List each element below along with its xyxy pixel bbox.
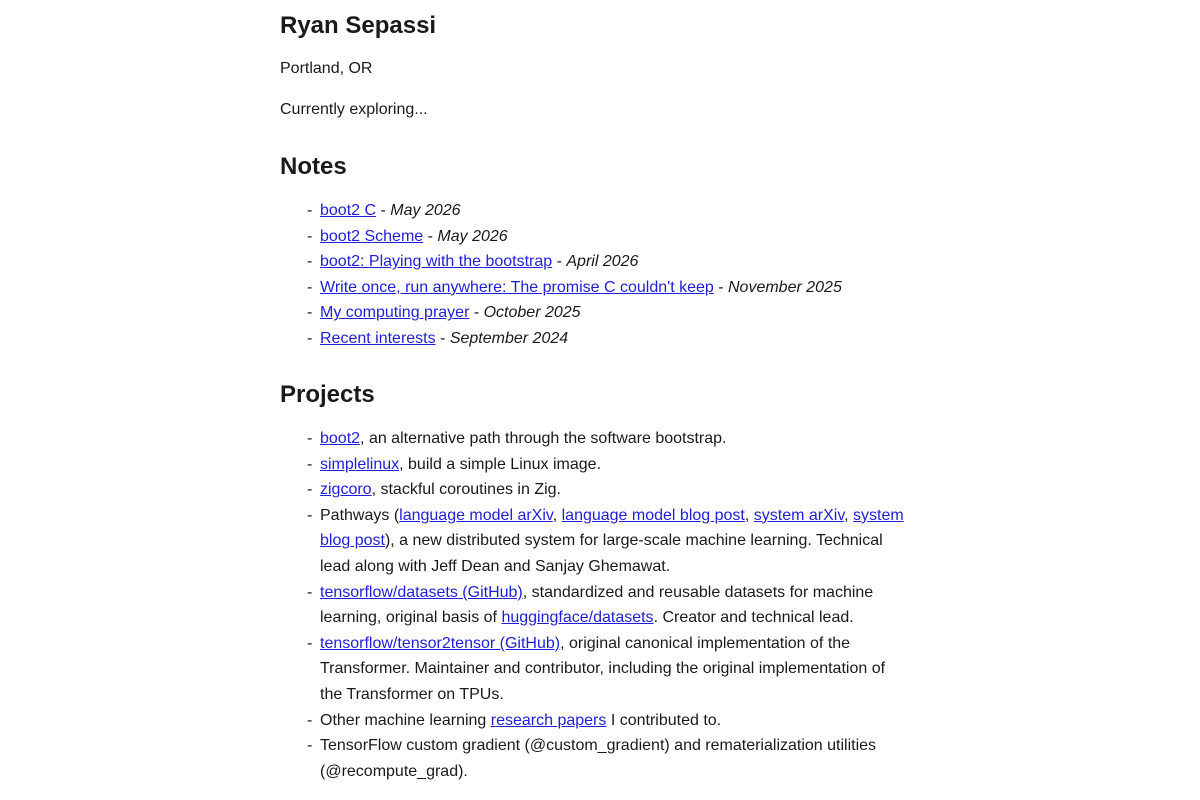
- separator: ,: [744, 506, 754, 524]
- note-link[interactable]: Recent interests: [320, 329, 436, 347]
- tensor2tensor-link[interactable]: tensorflow/tensor2tensor (GitHub): [320, 634, 561, 652]
- notes-list: [280, 198, 920, 352]
- separator: -: [552, 253, 567, 271]
- list-item: [280, 733, 920, 784]
- list-item: [280, 503, 920, 580]
- notes-heading: Notes: [280, 153, 347, 180]
- separator: -: [423, 227, 438, 245]
- project-description: . Creator and technical lead.: [653, 609, 854, 627]
- list-item: [280, 300, 920, 326]
- bullet-dash: -: [307, 304, 313, 322]
- project-link-boot2[interactable]: boot2: [320, 430, 361, 447]
- system-arxiv-link[interactable]: system arXiv: [753, 506, 845, 524]
- bullet-dash: -: [307, 430, 313, 447]
- project-link-simplelinux[interactable]: simplelinux: [320, 455, 400, 473]
- projects-list: [280, 426, 920, 784]
- bullet-dash: -: [307, 583, 313, 601]
- project-description: ), a new distributed system for large-scale machine learning. Technical lead along with Jeff Dean and Sanjay Ghemawat.: [320, 532, 883, 575]
- project-description: , build a simple Linux image.: [399, 455, 602, 473]
- project-description: I contributed to.: [606, 711, 722, 729]
- note-date: September 2024: [449, 329, 569, 347]
- list-item: [280, 452, 920, 478]
- note-link[interactable]: boot2 C: [320, 202, 377, 219]
- location-text: Portland, OR: [280, 60, 373, 77]
- language-model-arxiv-link[interactable]: language model arXiv: [399, 506, 553, 524]
- note-link[interactable]: Write once, run anywhere: The promise C couldn't keep: [320, 278, 714, 296]
- bullet-dash: -: [307, 711, 313, 729]
- list-item: [280, 249, 920, 275]
- project-description: Other machine learning: [320, 711, 491, 729]
- list-item: [280, 708, 920, 734]
- bullet-dash: -: [307, 253, 313, 271]
- bullet-dash: -: [307, 455, 313, 473]
- bullet-dash: -: [307, 227, 313, 245]
- pathways-prefix: Pathways (: [320, 506, 400, 524]
- bullet-dash: -: [307, 481, 313, 499]
- bullet-dash: -: [307, 506, 313, 524]
- note-link[interactable]: boot2 Scheme: [320, 227, 424, 245]
- note-date: October 2025: [483, 304, 581, 322]
- system-blog-link[interactable]: system blog post: [320, 506, 904, 550]
- note-link[interactable]: My computing prayer: [320, 304, 470, 322]
- list-item: [280, 198, 920, 224]
- separator: ,: [552, 506, 562, 524]
- separator: -: [713, 278, 728, 296]
- list-item: [280, 477, 920, 503]
- note-link[interactable]: boot2: Playing with the bootstrap: [320, 253, 553, 271]
- bullet-dash: -: [307, 634, 313, 652]
- list-item: [280, 275, 920, 301]
- list-item: [280, 580, 920, 631]
- research-papers-link[interactable]: research papers: [490, 711, 607, 729]
- language-model-blog-link[interactable]: language model blog post: [561, 506, 745, 524]
- project-link-zigcoro[interactable]: zigcoro: [320, 481, 372, 499]
- project-description: , stackful coroutines in Zig.: [371, 481, 561, 499]
- page-title: Ryan Sepassi: [280, 12, 437, 39]
- bullet-dash: -: [307, 329, 313, 347]
- list-item: [280, 224, 920, 250]
- projects-heading: Projects: [280, 381, 375, 408]
- bullet-dash: -: [307, 737, 313, 755]
- list-item: [280, 426, 920, 452]
- note-date: November 2025: [728, 278, 842, 296]
- separator: -: [376, 202, 391, 219]
- note-date: April 2026: [566, 253, 639, 271]
- separator: -: [435, 329, 450, 347]
- tensorflow-datasets-link[interactable]: tensorflow/datasets (GitHub): [320, 583, 523, 601]
- bullet-dash: -: [307, 278, 313, 296]
- project-description: TensorFlow custom gradient (@custom_gradient) and rematerialization utilities (@recompute_grad).: [320, 737, 877, 780]
- huggingface-datasets-link[interactable]: huggingface/datasets: [501, 609, 654, 627]
- list-item: [280, 631, 920, 708]
- note-date: May 2026: [437, 227, 508, 245]
- project-description: , standardized and reusable datasets for machine learning, original basis of: [320, 583, 874, 627]
- note-date: May 2026: [390, 202, 461, 219]
- separator: -: [469, 304, 484, 322]
- list-item: [280, 326, 920, 352]
- bullet-dash: -: [307, 202, 313, 219]
- project-description: , original canonical implementation of the Transformer. Maintainer and contributor, including the original implementation of the Transformer on TPUs.: [320, 634, 886, 703]
- project-description: , an alternative path through the software bootstrap.: [360, 430, 727, 447]
- status-text: Currently exploring...: [280, 101, 428, 118]
- separator: ,: [844, 506, 854, 524]
